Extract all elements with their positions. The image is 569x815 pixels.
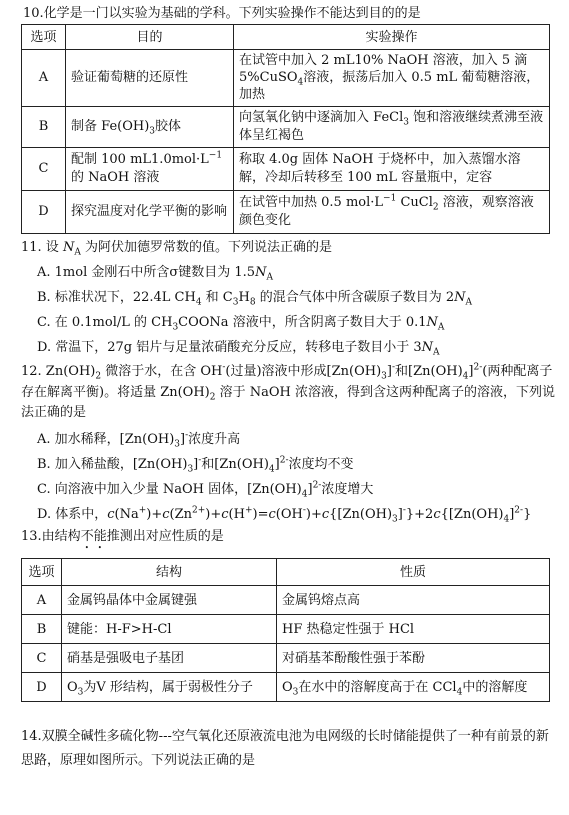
question-12	[21, 360, 560, 527]
purpose-cell: 配制 100 $mL1.0mol\cdot L^{-1}$的 NaOH 溶液	[66, 147, 234, 190]
option-label: D	[22, 190, 66, 233]
table-row	[22, 106, 550, 147]
option-label: C	[22, 644, 62, 673]
header-operation: 实验操作	[234, 25, 550, 50]
table-row	[22, 615, 550, 644]
operation-cell: 向氢氧化钠中逐滴加入 FeCl$_3$ 饱和溶液继续煮沸至液体呈红褐色	[234, 106, 550, 147]
table-header-row	[22, 25, 550, 50]
table-row	[22, 586, 550, 615]
header-structure: 结构	[62, 559, 277, 586]
property-cell: HF 热稳定性强于 HCl	[277, 615, 550, 644]
option-d: D. 常温下，27g 铝片与足量浓硝酸充分反应，转移电子数目小于 $3N_A$	[37, 340, 440, 358]
header-option: 选项	[22, 25, 66, 50]
option-b: B. 标准状况下，22.4L $CH_4$ 和 $C_3H_8$ 的混合气体中所含碳原子数目为 $2N_A$	[37, 289, 472, 308]
option-b: B. 加入稀盐酸，$[Zn(OH)_3]^-$和$[Zn(OH)_4]^{2-}$浓度均不变	[37, 455, 354, 475]
question-12-title: 12. $Zn(OH)_2$ 微溶于水，在含 OH-(过量)溶液中形成$[Zn(OH)_3]^-$和$[Zn(OH)_4]^{2-}$(两种配离子存在解离平衡)。将适量 $Zn(OH)_2$ 溶于 NaOH 浓溶液，得到含这两种配离子的溶液，下列说法正确的是	[21, 363, 556, 420]
header-purpose: 目的	[66, 25, 234, 50]
purpose-cell: 探究温度对化学平衡的影响	[66, 190, 234, 233]
question-11-title: 11. 设 $N_A$ 为阿伏加德罗常数的值。下列说法正确的是	[21, 239, 332, 258]
question-14-title: 14.双膜全碱性多硫化物---空气氧化还原液流电池为电网级的长时储能提供了一种有前景的新思路，原理如图所示。下列说法正确的是	[21, 729, 549, 768]
option-a: A. 1mol 金刚石中所含σ键数目为 $1.5N_A$	[37, 264, 273, 283]
option-label: A	[22, 586, 62, 615]
property-cell: $O_3$在水中的溶解度高于在 CCl$_4$中的溶解度	[277, 673, 550, 702]
question-10	[21, 4, 560, 234]
option-d: D. 体系中，$c(Na^+)+c(Zn^{2+})+c(H^+)=c(OH^-)+c\{[Zn(OH)_3]^-\}+2c\{[Zn(OH)_4]^{2-}\}$	[37, 505, 532, 525]
question-11	[21, 234, 560, 361]
question-10-title: 10.化学是一门以实验为基础的学科。下列实验操作不能达到目的的是	[23, 6, 421, 21]
structure-cell: $O_3$为V 形结构，属于弱极性分子	[62, 673, 277, 702]
question-10-table	[21, 24, 550, 233]
option-label: A	[22, 50, 66, 106]
table-row	[22, 190, 550, 233]
question-13	[21, 527, 560, 702]
option-label: B	[22, 106, 66, 147]
structure-cell: 键能：H-F>H-Cl	[62, 615, 277, 644]
option-label: C	[22, 147, 66, 190]
question-13-table	[21, 558, 550, 702]
option-a: A. 加水稀释，$[Zn(OH)_3]^-$浓度升高	[37, 430, 241, 450]
operation-cell: 在试管中加热 0.5 $mol\cdot L^{-1}$ CuCl$_2$ 溶液，观察溶液颜色变化	[234, 190, 550, 233]
table-row	[22, 50, 550, 106]
operation-cell: 在试管中加入 2 mL10% NaOH 溶液，加入 5 滴 5%CuSO$_4$溶液，振荡后加入 0.5 mL 葡萄糖溶液，加热	[234, 50, 550, 106]
table-row	[22, 644, 550, 673]
option-c: C. 向溶液中加入少量 NaOH 固体，$[Zn(OH)_4]^{2-}$浓度增大	[37, 480, 374, 500]
table-header-row	[22, 559, 550, 586]
table-row	[22, 673, 550, 702]
property-cell: 对硝基苯酚酸性强于苯酚	[277, 644, 550, 673]
purpose-cell: 制备 $Fe(OH)_3$胶体	[66, 106, 234, 147]
option-label: D	[22, 673, 62, 702]
table-row	[22, 147, 550, 190]
option-label: B	[22, 615, 62, 644]
question-12-options	[21, 427, 560, 528]
question-13-title: 13.由结构不能推测出对应性质的是	[21, 529, 224, 545]
property-cell: 金属钨熔点高	[277, 586, 550, 615]
option-c: C. 在 0.1mol/L 的 $CH_3COONa$ 溶液中，所含阴离子数目大于 $0.1N_A$	[37, 315, 445, 333]
header-property: 性质	[277, 559, 550, 586]
header-option: 选项	[22, 559, 62, 586]
question-14	[21, 724, 560, 774]
operation-cell: 称取 4.0g 固体 NaOH 于烧杯中，加入蒸馏水溶解，冷却后转移至 100 mL 容量瓶中，定容	[234, 147, 550, 190]
question-11-options	[21, 260, 560, 361]
structure-cell: 硝基是强吸电子基团	[62, 644, 277, 673]
structure-cell: 金属钨晶体中金属键强	[62, 586, 277, 615]
purpose-cell: 验证葡萄糖的还原性	[66, 50, 234, 106]
